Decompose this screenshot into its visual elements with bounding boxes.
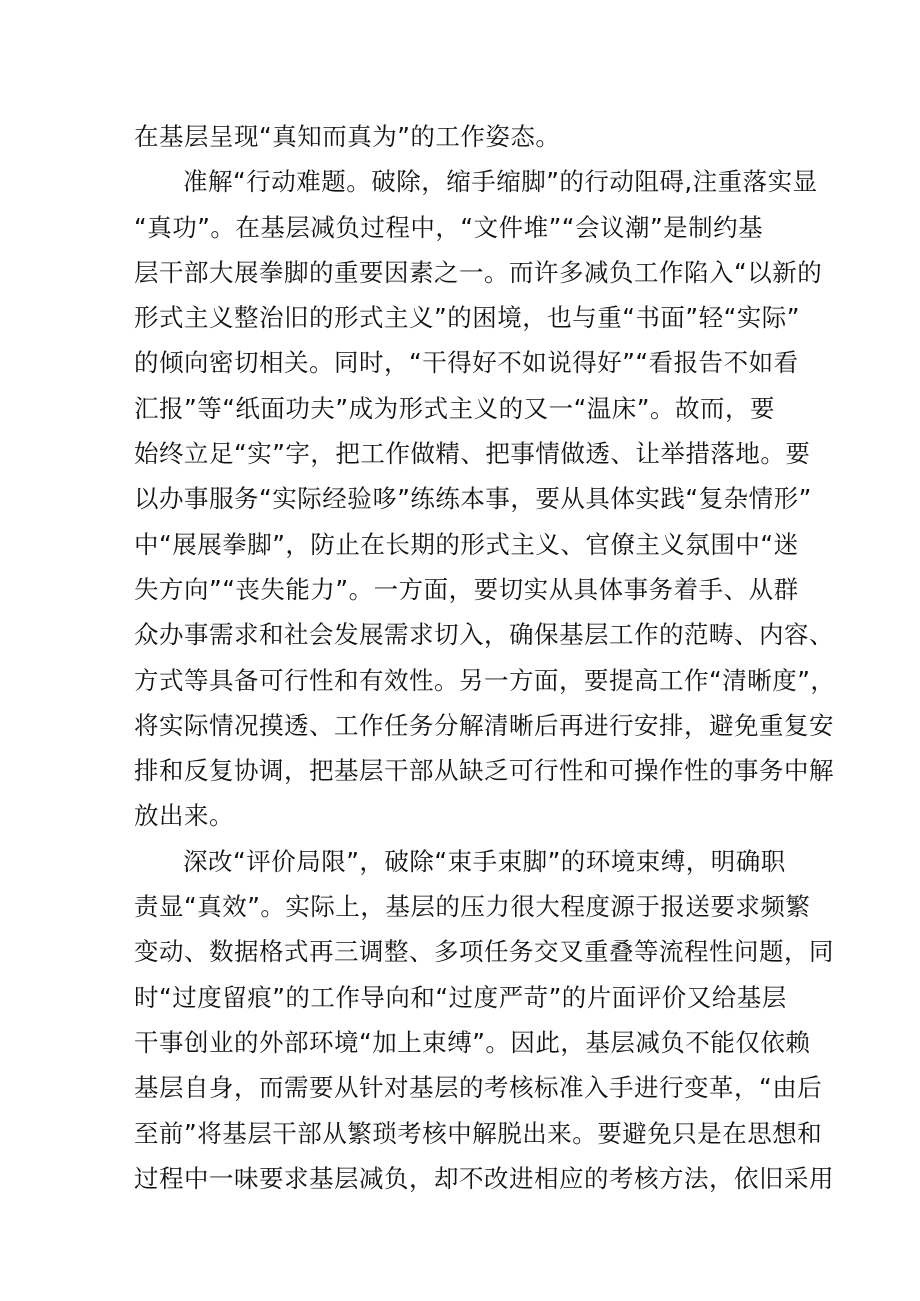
text-line: 过程中一味要求基层减负，却不改进相应的考核方法，依旧采用 [134, 1163, 834, 1193]
text-line: 形式主义整治旧的形式主义”的困境，也与重“书面”轻“实际” [134, 303, 800, 333]
text-line: 以办事服务“实际经验哆”练练本事，要从具体实践“复杂情形” [134, 484, 812, 514]
text-line: 失方向”“丧失能力”。一方面，要切实从具体事务着手、从群 [134, 574, 799, 604]
text-line: 众办事需求和社会发展需求切入，确保基层工作的范畴、内容、 [134, 620, 834, 650]
text-line: 放出来。 [134, 801, 234, 831]
document-body [134, 114, 836, 1201]
paragraph-start-line: 准解“行动难题。破除，缩手缩脚”的行动阻碍,注重落实显 [183, 167, 818, 197]
text-line: 方式等具备可行性和有效性。另一方面，要提高工作“清晰度”， [134, 665, 836, 695]
text-line: 变动、数据格式再三调整、多项任务交叉重叠等流程性问题，同 [134, 937, 834, 967]
text-line: 层干部大展拳脚的重要因素之一。而许多减负工作陷入“以新的 [134, 257, 823, 287]
text-line: “真功”。在基层减负过程中，“文件堆”“会议潮”是制约基 [134, 212, 764, 242]
text-line: 排和反复协调，把基层干部从缺乏可行性和可操作性的事务中解 [134, 756, 834, 786]
text-line: 时“过度留痕”的工作导向和“过度严苛”的片面评价又给基层 [134, 982, 787, 1012]
text-line: 基层自身，而需要从针对基层的考核标准入手进行变革，“由后 [134, 1073, 823, 1103]
text-line: 在基层呈现“真知而真为”的工作姿态。 [134, 122, 561, 151]
text-line: 汇报”等“纸面功夫”成为形式主义的又一“温床”。故而，要 [134, 393, 775, 423]
text-line: 将实际情况摸透、工作任务分解清晰后再进行安排，避免重复安 [134, 710, 834, 740]
text-line: 责显“真效”。实际上，基层的压力很大程度源于报送要求频繁 [134, 892, 811, 922]
text-line: 干事创业的外部环境“加上束缚”。因此，基层减负不能仅依赖 [134, 1027, 811, 1057]
paragraph-start-line: 深改“评价局限”，破除“束手束脚”的环境束缚，明确职 [183, 846, 786, 876]
text-line: 的倾向密切相关。同时，“干得好不如说得好”“看报告不如看 [134, 348, 799, 378]
text-line: 始终立足“实”字，把工作做精、把事情做透、让举措落地。要 [134, 439, 811, 469]
text-line: 中“展展拳脚”，防止在长期的形式主义、官僚主义氛围中“迷 [134, 529, 799, 559]
text-line: 至前”将基层干部从繁琐考核中解脱出来。要避免只是在思想和 [134, 1118, 823, 1148]
